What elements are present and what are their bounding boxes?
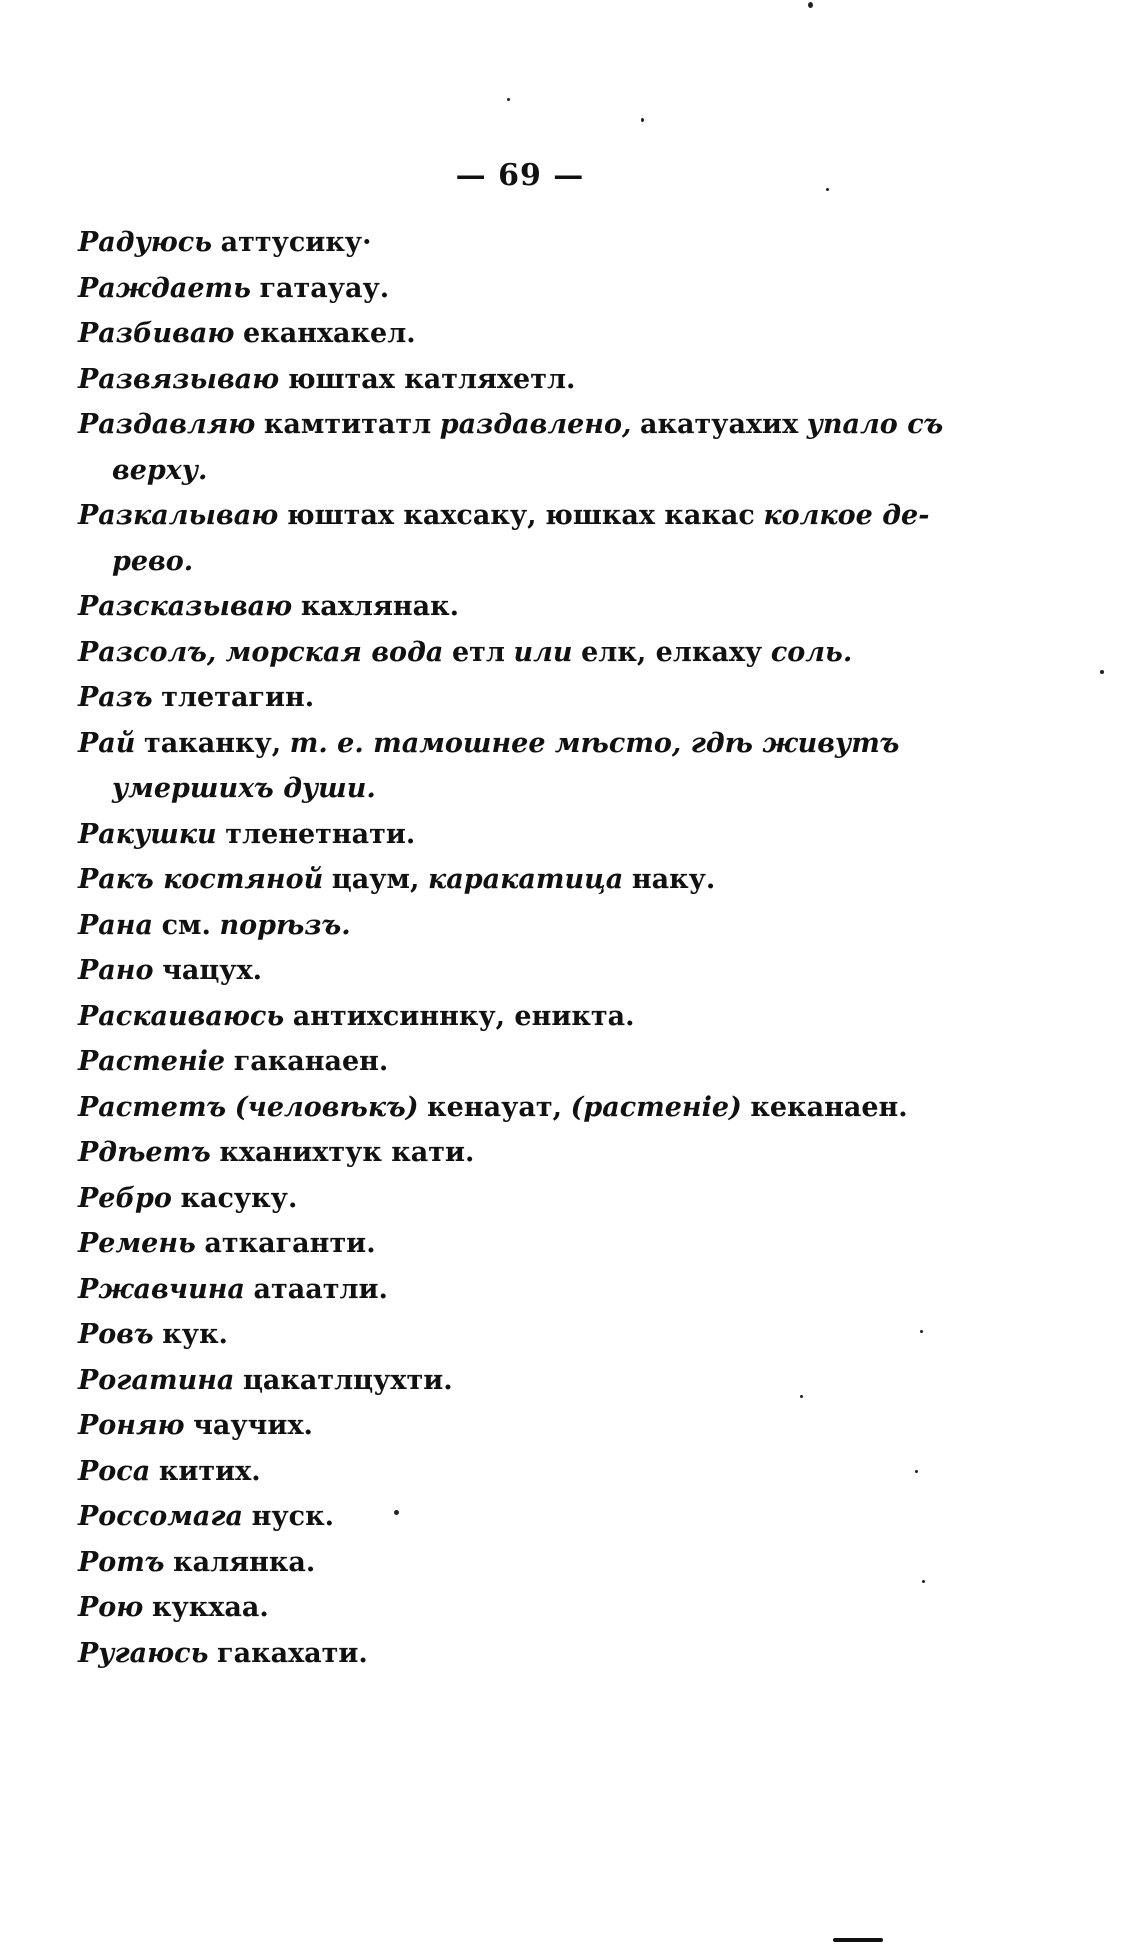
gloss: упало съ <box>806 409 944 440</box>
list-item <box>78 1312 948 1358</box>
list-item <box>78 311 948 357</box>
headword: Растетъ <box>78 1091 227 1123</box>
headword: Ракушки <box>78 818 217 850</box>
continuation-line: умершихъ души. <box>112 773 376 804</box>
translation: етл <box>451 636 505 668</box>
list-item <box>78 1176 948 1222</box>
headword: Разсолъ, морская вода <box>78 636 444 668</box>
translation: юшках какас <box>545 500 755 531</box>
list-item <box>78 220 948 266</box>
translation: аткаганти. <box>204 1228 376 1259</box>
list-item <box>78 584 948 630</box>
list-item <box>78 1631 948 1677</box>
translation: атаатли. <box>253 1273 388 1305</box>
headword: Ребро <box>78 1182 172 1214</box>
translation: елк, елкаху <box>581 636 763 668</box>
list-item <box>78 1267 948 1313</box>
translation: чаучих. <box>193 1410 313 1441</box>
translation: см. <box>161 909 211 941</box>
continuation-line: верху. <box>112 454 208 486</box>
list-item <box>78 903 948 949</box>
list-item <box>78 1085 948 1131</box>
gloss: т. е. тамошнее мѣсто, гдѣ живутъ <box>289 727 900 759</box>
translation: касуку. <box>180 1182 298 1214</box>
translation: кханихтук кати. <box>219 1137 475 1168</box>
gloss: каракатица <box>427 864 624 895</box>
headword: Ровъ <box>78 1319 154 1350</box>
translation: чацух. <box>162 955 263 986</box>
translation: антихсиннку, еникта. <box>292 1000 635 1032</box>
list-item <box>78 1039 948 1085</box>
list-item <box>78 994 948 1040</box>
headword: Рогатина <box>78 1364 235 1396</box>
continuation-line: рево. <box>112 545 194 577</box>
list-item <box>78 630 948 676</box>
headword: Растеніе <box>78 1046 226 1077</box>
headword: Роняю <box>78 1410 185 1441</box>
page-number: — 69 — <box>455 158 585 193</box>
list-item <box>78 266 948 312</box>
scan-speck <box>826 188 829 191</box>
list-item <box>78 1358 948 1404</box>
gloss: (человѣкъ) <box>234 1091 419 1123</box>
list-item <box>78 948 948 994</box>
gloss: или <box>513 636 573 668</box>
headword: Раскаиваюсь <box>78 1000 285 1032</box>
translation: гаканаен. <box>233 1046 389 1077</box>
gloss: раздавлено, <box>439 409 632 440</box>
list-item <box>78 1494 948 1540</box>
scan-speck <box>920 1330 923 1333</box>
headword: Раждаеть <box>78 272 251 304</box>
translation: кенауат, <box>427 1091 562 1123</box>
headword: Разкалываю <box>78 500 279 531</box>
headword: Рано <box>78 955 154 986</box>
headword: Роса <box>78 1455 151 1487</box>
translation: калянка. <box>173 1546 316 1578</box>
headword: Рана <box>78 909 153 941</box>
list-item <box>78 357 948 403</box>
translation: наку. <box>631 864 716 895</box>
list-item <box>78 1221 948 1267</box>
scan-speck <box>394 1510 399 1515</box>
headword: Раздавляю <box>78 409 256 440</box>
translation: кук. <box>162 1319 228 1350</box>
list-item <box>78 402 948 493</box>
gloss: порѣзъ. <box>219 909 351 941</box>
translation: аттусику· <box>220 227 372 258</box>
headword: Ракъ костяной <box>78 864 324 895</box>
list-item <box>78 1449 948 1495</box>
translation: еканхакел. <box>243 318 416 349</box>
translation: акатуахих <box>639 409 799 440</box>
scan-speck <box>922 1580 925 1583</box>
headword: Ремень <box>78 1228 196 1259</box>
translation: юштах катляхетл. <box>287 363 576 395</box>
list-item <box>78 675 948 721</box>
translation: камтитатл <box>263 409 432 440</box>
list-item <box>78 1403 948 1449</box>
headword: Рою <box>78 1592 144 1623</box>
list-item <box>78 721 948 812</box>
scan-speck <box>800 1395 803 1398</box>
translation: гатауау. <box>259 272 390 304</box>
headword: Разъ <box>78 682 153 713</box>
headword: Ругаюсь <box>78 1637 209 1669</box>
translation: тленетнати. <box>225 818 416 850</box>
gloss: (растеніе) <box>570 1091 742 1123</box>
list-item <box>78 812 948 858</box>
headword: Радуюсь <box>78 227 213 258</box>
scan-speck <box>1100 670 1104 674</box>
headword: Ротъ <box>78 1546 165 1578</box>
dictionary-entries <box>78 220 948 1676</box>
list-item <box>78 857 948 903</box>
translation: кеканаен. <box>750 1091 908 1123</box>
headword: Разсказываю <box>78 591 293 622</box>
translation: китих. <box>158 1455 261 1487</box>
footer-rule <box>833 1938 883 1942</box>
headword: Рай <box>78 727 136 759</box>
headword: Рдѣетъ <box>78 1137 211 1168</box>
scan-speck <box>915 1470 918 1473</box>
scan-speck <box>507 98 510 101</box>
translation: тлетагин. <box>161 682 315 713</box>
gloss: соль. <box>770 636 853 668</box>
translation: цаум, <box>331 864 420 895</box>
translation: нуск. <box>251 1501 335 1532</box>
translation: юштах кахсаку, <box>286 500 537 531</box>
headword: Россомага <box>78 1501 244 1532</box>
list-item <box>78 1585 948 1631</box>
translation: гакахати. <box>217 1637 368 1669</box>
list-item <box>78 493 948 584</box>
list-item <box>78 1130 948 1176</box>
translation: таканку, <box>144 727 282 759</box>
gloss: колкое де- <box>763 500 930 531</box>
scan-speck <box>641 118 644 122</box>
headword: Ржавчина <box>78 1273 245 1305</box>
translation: цакатлцухти. <box>242 1364 453 1396</box>
translation: кукхаа. <box>151 1592 269 1623</box>
headword: Развязываю <box>78 363 280 395</box>
list-item <box>78 1540 948 1586</box>
translation: кахлянак. <box>300 591 460 622</box>
headword: Разбиваю <box>78 318 235 349</box>
scan-speck <box>808 2 813 8</box>
